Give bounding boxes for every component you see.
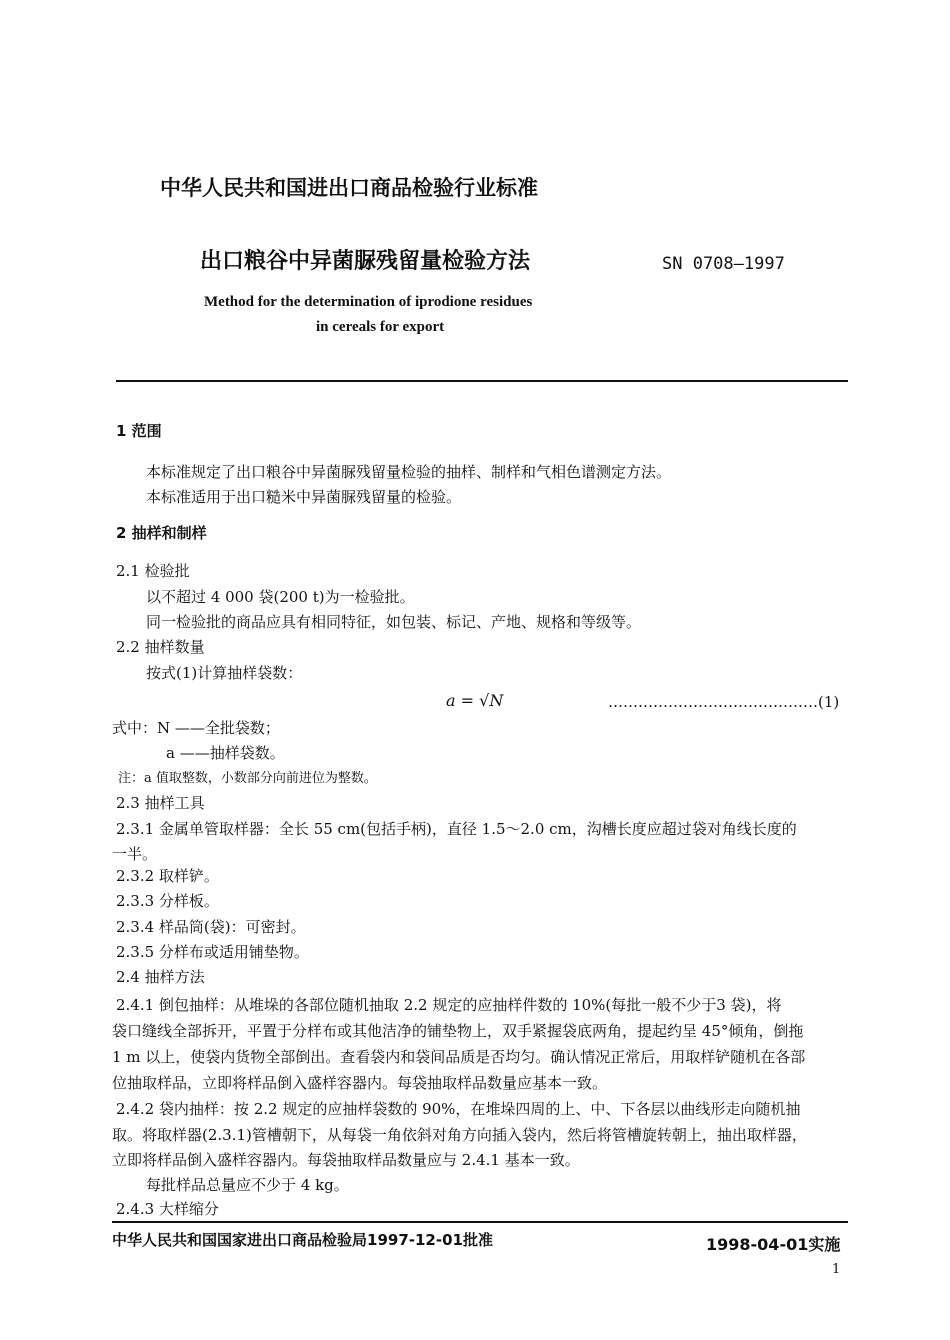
section-2-3-4: 2.3.4 样品筒(袋)：可密封。 — [116, 918, 306, 936]
section-1-para-1: 本标准规定了出口粮谷中异菌脲残留量检验的抽样、制样和气相色谱测定方法。 — [146, 463, 672, 481]
section-2-4-heading: 2.4 抽样方法 — [116, 968, 205, 986]
section-2-4-2-line-1: 2.4.2 袋内抽样：按 2.2 规定的应抽样袋数的 90%，在堆垛四周的上、中、下各层以曲线形走向随机抽 — [116, 1100, 801, 1118]
section-2-4-1-line-1: 2.4.1 倒包抽样：从堆垛的各部位随机抽取 2.2 规定的应抽样件数的 10%(每批一般不少于3 袋)，将 — [116, 996, 782, 1014]
section-2-3-heading: 2.3 抽样工具 — [116, 794, 205, 812]
section-2-3-5: 2.3.5 分样布或适用铺垫物。 — [116, 943, 309, 961]
section-1-para-2: 本标准适用于出口糙米中异菌脲残留量的检验。 — [146, 488, 462, 506]
section-2-heading: 2 抽样和制样 — [116, 524, 207, 542]
section-2-4-2-line-2: 取。将取样器(2.3.1)管槽朝下，从每袋一角依斜对角方向插入袋内，然后将管槽旋转朝上，抽出取样器， — [112, 1126, 807, 1144]
section-2-4-3-heading: 2.4.3 大样缩分 — [116, 1200, 219, 1218]
section-1-heading: 1 范围 — [116, 422, 162, 440]
standard-title-cn: 出口粮谷中异菌脲残留量检验方法 — [200, 249, 531, 274]
section-2-4-1-line-3: 1 m 以上，使袋内货物全部倒出。查看袋内和袋间品质是否均匀。确认情况正常后，用取样铲随机在各部 — [112, 1048, 806, 1066]
formula-where-line-1: 式中：N ——全批袋数； — [112, 719, 280, 737]
standard-code: SN 0708—1997 — [662, 254, 785, 274]
section-2-4-2-para-2: 每批样品总量应不少于 4 kg。 — [146, 1176, 349, 1194]
footer-rule — [112, 1221, 848, 1223]
standard-title-en-line2: in cereals for export — [316, 319, 445, 335]
section-2-4-2-line-3: 立即将样品倒入盛样容器内。每袋抽取样品数量应与 2.4.1 基本一致。 — [112, 1151, 580, 1169]
page-number: 1 — [832, 1262, 841, 1277]
formula: a = √N — [446, 691, 504, 710]
section-2-1-para-1: 以不超过 4 000 袋(200 t)为一检验批。 — [146, 588, 415, 606]
section-2-3-3: 2.3.3 分样板。 — [116, 892, 219, 910]
section-2-3-1-line-1: 2.3.1 金属单管取样器：全长 55 cm(包括手柄)，直径 1.5～2.0 cm，沟槽长度应超过袋对角线长度的 — [116, 820, 797, 838]
formula-where-line-2: a ——抽样袋数。 — [166, 744, 285, 762]
issuer-title: 中华人民共和国进出口商品检验行业标准 — [160, 176, 538, 200]
formula-number: ……………………………………(1) — [608, 693, 840, 711]
section-2-4-1-line-2: 袋口缝线全部拆开，平置于分样布或其他洁净的铺垫物上，双手紧握袋底两角，提起约呈 45°倾角，倒拖 — [112, 1022, 804, 1040]
section-2-2-para-1: 按式(1)计算抽样袋数： — [146, 664, 303, 682]
effective-date: 1998-04-01实施 — [706, 1235, 841, 1254]
section-2-3-1-line-2: 一半。 — [112, 845, 158, 863]
section-2-4-1-line-4: 位抽取样品，立即将样品倒入盛样容器内。每袋抽取样品数量应基本一致。 — [112, 1074, 608, 1092]
standard-title-en-line1: Method for the determination of iprodione residues — [204, 294, 533, 310]
approval-line: 中华人民共和国国家进出口商品检验局1997-12-01批准 — [112, 1231, 493, 1249]
section-2-1-heading: 2.1 检验批 — [116, 562, 190, 580]
section-2-3-2: 2.3.2 取样铲。 — [116, 867, 219, 885]
header-rule — [116, 380, 848, 382]
note: 注：a 值取整数，小数部分向前进位为整数。 — [118, 771, 377, 786]
section-2-1-para-2: 同一检验批的商品应具有相同特征，如包装、标记、产地、规格和等级等。 — [146, 613, 642, 631]
section-2-2-heading: 2.2 抽样数量 — [116, 638, 205, 656]
